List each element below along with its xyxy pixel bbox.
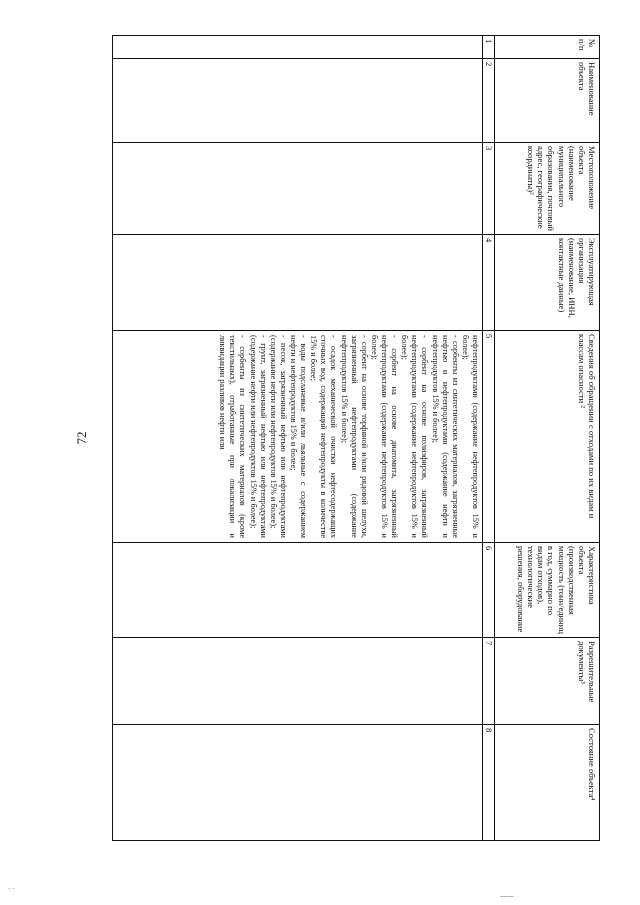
table-row [113, 36, 483, 841]
column-number: 7 [483, 638, 495, 725]
row-cell-waste-info [113, 331, 483, 543]
column-number: 2 [483, 59, 495, 143]
row-cell-permits [113, 638, 483, 725]
scan-speck: —— [500, 892, 514, 900]
waste-item: - сорбент на основе диатомита, загрязненный нефтепродуктами (содержание нефтепродуктов 15% и более); [369, 335, 400, 538]
header-cell: № п/п [495, 36, 600, 59]
column-number: 3 [483, 143, 495, 235]
column-number: 1 [483, 36, 495, 59]
row-cell-characteristics [113, 543, 483, 638]
row-cell-state [113, 725, 483, 841]
rotated-page-content [112, 35, 600, 840]
waste-item: - сорбент на основе торфяной и/или рядовой шелухи, загрязненный нефтепродуктами (содержание нефтепродуктов 15% и более); [339, 335, 369, 538]
row-cell-operator [113, 235, 483, 331]
row-cell-number [113, 36, 483, 59]
column-number-row [483, 36, 495, 841]
header-cell: Сведения об обращении с отходами по их видам и классам опасности ² [495, 331, 600, 543]
waste-item: - сорбенты из синтетических материалов, загрязненные нефтью и нефтепродуктами (содержание нефти и нефтепродуктов 15% и более); [430, 335, 460, 538]
waste-objects-table [112, 35, 600, 841]
header-cell: Наименование объекта [495, 59, 600, 143]
header-cell: Эксплуатирующая организация (наименование, ИНН, контактные данные) [495, 235, 600, 331]
header-cell: Состояние объекта⁴ [495, 725, 600, 841]
waste-item: - сорбент на основе полиэфиров, загрязненный нефтепродуктами (содержание нефтепродуктов 15% и более); [400, 335, 430, 538]
row-cell-name [113, 59, 483, 143]
waste-item: нефтепродуктами (содержание нефтепродуктов 15% и более); [460, 335, 480, 538]
page-number: 72 [74, 431, 89, 445]
column-number: 8 [483, 725, 495, 841]
waste-item: - осадок механической очистки нефтесодержащих сточных вод, содержащий нефтепродукты в количестве 15% и более; [309, 335, 339, 538]
column-number: 5 [483, 331, 495, 543]
column-number: 4 [483, 235, 495, 331]
header-cell: Местоположение объекта (наименование муниципального образования, почтовый адрес, географические координаты)² [495, 143, 600, 235]
header-cell: Разрешительные документы³ [495, 638, 600, 725]
header-cell: Характеристика объекта (производственная мощность (тонн/единиц в год, суммарно по видам отходов), технологические решения, оборудование [495, 543, 600, 638]
waste-item: - грунт, загрязненный нефтью или нефтепродуктами (содержание нефти или нефтепродуктов 15% и более); [248, 335, 268, 538]
table-header-row [495, 36, 600, 841]
waste-item: - воды подсланевые и/или льяльные с содержанием нефти и нефтепродуктов 15% и более; [289, 335, 309, 538]
scan-speck: · · [8, 885, 15, 893]
row-cell-location [113, 143, 483, 235]
waste-item: - песок, загрязненный нефтью или нефтепродуктами (содержание нефти или нефтепродуктов 15% и более); [268, 335, 288, 538]
column-number: 6 [483, 543, 495, 638]
waste-item: - сорбенты из синтетических материалов (кроме текстильных), отработанные при локализации и ликвидации разливов нефти или [218, 335, 248, 538]
